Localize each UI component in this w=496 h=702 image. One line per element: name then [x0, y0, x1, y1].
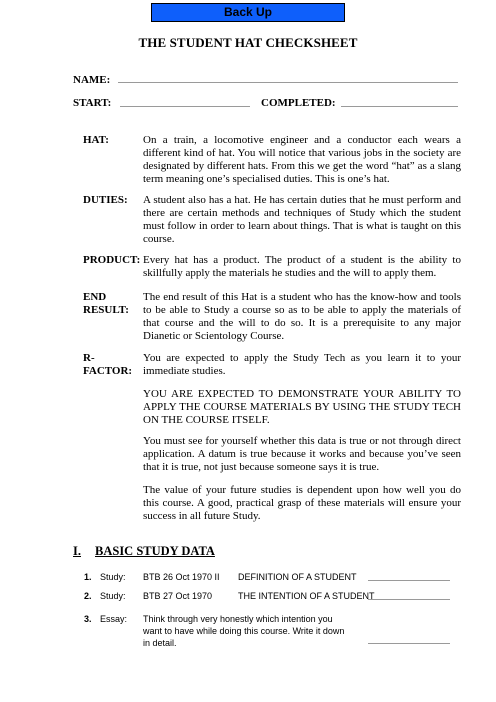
hat-label: HAT:	[83, 134, 109, 146]
item-title: THE INTENTION OF A STUDENT	[238, 591, 375, 601]
item-type: Study:	[100, 572, 126, 582]
completed-field[interactable]	[341, 106, 458, 107]
duties-label: DUTIES:	[83, 194, 128, 206]
name-label: NAME:	[73, 74, 111, 86]
item-number: 1.	[84, 572, 92, 582]
completed-label: COMPLETED:	[261, 97, 336, 109]
back-up-button[interactable]: Back Up	[151, 3, 345, 22]
item-number: 3.	[84, 614, 92, 624]
end-result-label-line2: RESULT:	[83, 304, 129, 316]
item-title: DEFINITION OF A STUDENT	[238, 572, 357, 582]
item-description: Think through very honestly which intention you want to have while doing this course. Write it down in detail.	[143, 614, 345, 648]
hat-text: On a train, a locomotive engineer and a conductor each wears a different kind of hat. You will notice that various jobs in the society are designated by different hats. From this we get the word “hat” as a slang term meaning one’s specialised duties. This is one’s hat.	[143, 134, 461, 185]
item-type: Study:	[100, 591, 126, 601]
item-type: Essay:	[100, 614, 128, 624]
start-label: START:	[73, 97, 112, 109]
item-signoff-line[interactable]	[368, 599, 450, 600]
section-heading	[73, 544, 215, 559]
duties-text: A student also has a hat. He has certain duties that he must perform and there are certain methods and techniques of Study which the student must follow in order to learn about things. That is what is taught on this course.	[143, 194, 461, 245]
r-factor-para-4: The value of your future studies is dependent upon how well you do this course. A good, practical grasp of these materials will ensure your success in all future Study.	[143, 484, 461, 522]
name-field[interactable]	[118, 82, 458, 83]
item-number: 2.	[84, 591, 92, 601]
end-result-label	[83, 291, 143, 317]
page-title: THE STUDENT HAT CHECKSHEET	[138, 35, 358, 50]
r-factor-para-3: You must see for yourself whether this data is true or not through direct application. A datum is true because it works and because you’ve seen that it is true, not just because someone says it is true.	[143, 435, 461, 473]
product-text: Every hat has a product. The product of a student is the ability to skillfully apply the materials he studies and the will to apply them.	[143, 254, 461, 279]
end-result-text: The end result of this Hat is a student who has the know-how and tools to be able to Study a course so as to be able to apply the materials of that course and the will to do so. It is a prerequisite to any major Dianetic or Scientology Course.	[143, 291, 461, 342]
item-signoff-line[interactable]	[368, 643, 450, 644]
item-reference: BTB 26 Oct 1970 II	[143, 572, 220, 582]
product-label: PRODUCT:	[83, 254, 141, 266]
item-signoff-line[interactable]	[368, 580, 450, 581]
section-number: I.	[73, 544, 81, 558]
r-factor-para-1: You are expected to apply the Study Tech as you learn it to your immediate studies.	[143, 352, 461, 377]
r-factor-label: R-FACTOR:	[83, 352, 133, 377]
end-result-label-line1: END	[83, 291, 107, 303]
start-field[interactable]	[120, 106, 250, 107]
r-factor-para-2: YOU ARE EXPECTED TO DEMONSTRATE YOUR ABILITY TO APPLY THE COURSE MATERIALS BY USING THE STUDY TECH ON THE COURSE ITSELF.	[143, 388, 461, 426]
item-reference: BTB 27 Oct 1970	[143, 591, 213, 601]
section-title: BASIC STUDY DATA	[95, 544, 215, 558]
